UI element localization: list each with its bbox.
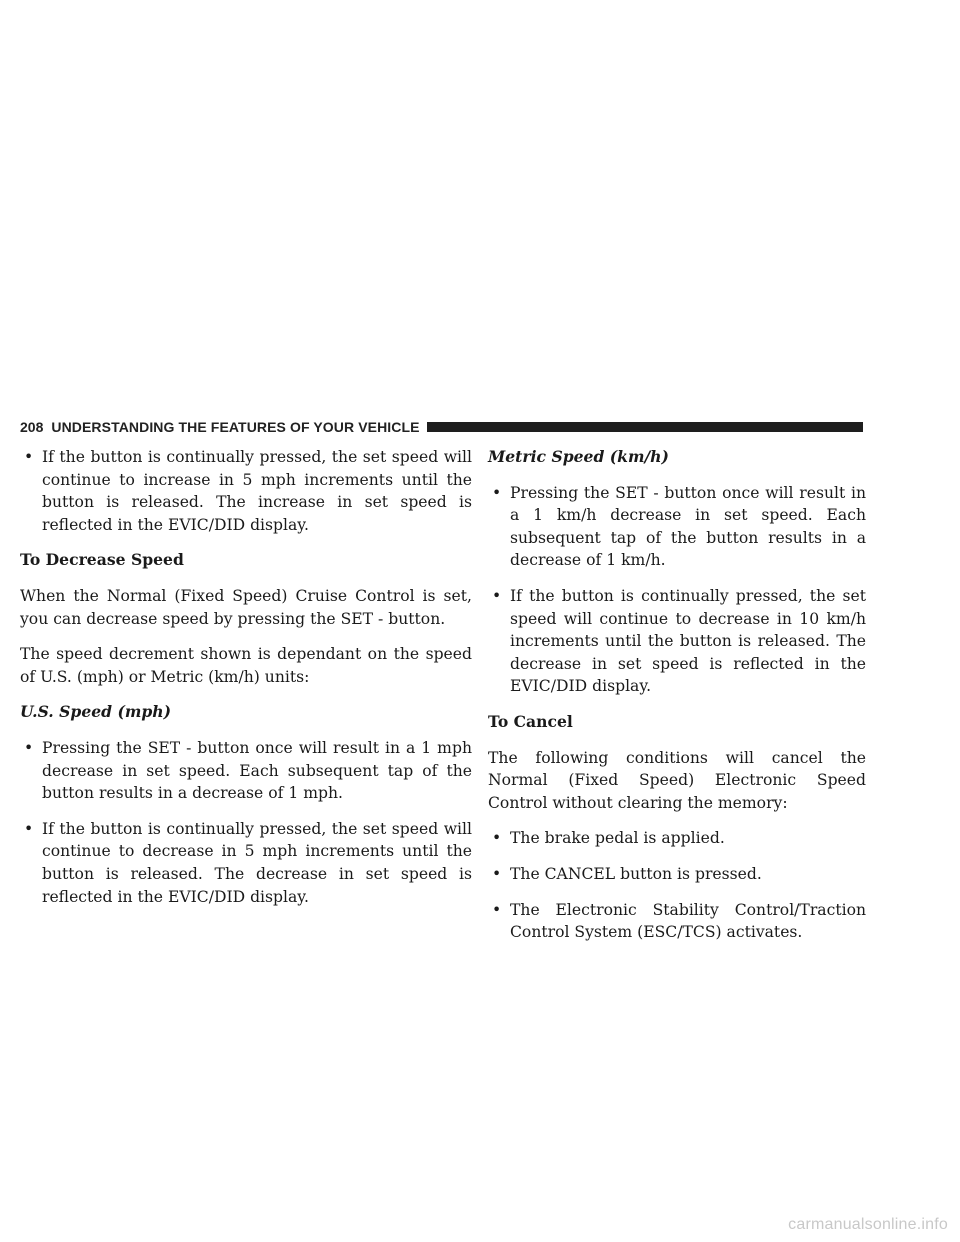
heading-decrease-speed: To Decrease Speed bbox=[20, 550, 184, 570]
bullet-text: Pressing the SET - button once will result in a 1 km/h decrease in set speed. Each subsequent tap of the button results in a decrease of 1 km/h. bbox=[510, 483, 866, 570]
list-item bbox=[20, 737, 472, 805]
list-item bbox=[488, 863, 866, 886]
bullet-glyph: • bbox=[24, 448, 34, 466]
paragraph: The speed decrement shown is dependant on the speed of U.S. (mph) or Metric (km/h) units: bbox=[20, 645, 472, 686]
bullet-text: If the button is continually pressed, the set speed will continue to decrease in 10 km/h increments until the button is released. The decrease in set speed is reflected in the EVIC/DID display. bbox=[510, 586, 866, 696]
list-item bbox=[488, 482, 866, 572]
bullet-text: The CANCEL button is pressed. bbox=[510, 864, 762, 883]
bullet-glyph: • bbox=[492, 864, 502, 883]
bullet-text: The brake pedal is applied. bbox=[510, 829, 725, 848]
header-rule bbox=[427, 422, 863, 432]
bullet-text: If the button is continually pressed, the set speed will continue to increase in 5 mph increments until the button is released. The increase in set speed is reflected in the EVIC/DID display. bbox=[42, 448, 472, 534]
watermark: carmanualsonline.info bbox=[788, 1216, 948, 1233]
section-title: UNDERSTANDING THE FEATURES OF YOUR VEHICLE bbox=[51, 419, 420, 435]
bullet-glyph: • bbox=[492, 829, 502, 848]
bullet-text: Pressing the SET - button once will result in a 1 mph decrease in set speed. Each subsequent tap of the button results in a decrease of 1 mph. bbox=[42, 738, 472, 803]
page-header bbox=[20, 417, 863, 437]
left-column bbox=[20, 446, 472, 921]
bullet-text: The Electronic Stability Control/Traction Control System (ESC/TCS) activates. bbox=[510, 900, 866, 942]
bullet-glyph: • bbox=[24, 819, 34, 838]
paragraph: The following conditions will cancel the Normal (Fixed Speed) Electronic Speed Control without clearing the memory: bbox=[488, 748, 866, 812]
bullet-glyph: • bbox=[492, 483, 502, 502]
subheading-us-speed: U.S. Speed (mph) bbox=[20, 702, 171, 722]
right-column bbox=[488, 446, 866, 957]
bullet-text: If the button is continually pressed, the set speed will continue to decrease in 5 mph increments until the button is released. The decrease in set speed is reflected in the EVIC/DID display. bbox=[42, 819, 472, 906]
bullet-glyph: • bbox=[492, 586, 502, 605]
subheading-metric-speed: Metric Speed (km/h) bbox=[488, 447, 669, 466]
list-item bbox=[488, 827, 866, 850]
list-item bbox=[20, 446, 472, 536]
page-number: 208 bbox=[20, 419, 44, 435]
list-item bbox=[488, 899, 866, 944]
heading-to-cancel: To Cancel bbox=[488, 711, 573, 731]
bullet-glyph: • bbox=[492, 900, 502, 919]
list-item bbox=[20, 818, 472, 908]
bullet-glyph: • bbox=[24, 738, 34, 757]
list-item bbox=[488, 585, 866, 698]
paragraph: When the Normal (Fixed Speed) Cruise Control is set, you can decrease speed by pressing the SET - button. bbox=[20, 586, 472, 628]
